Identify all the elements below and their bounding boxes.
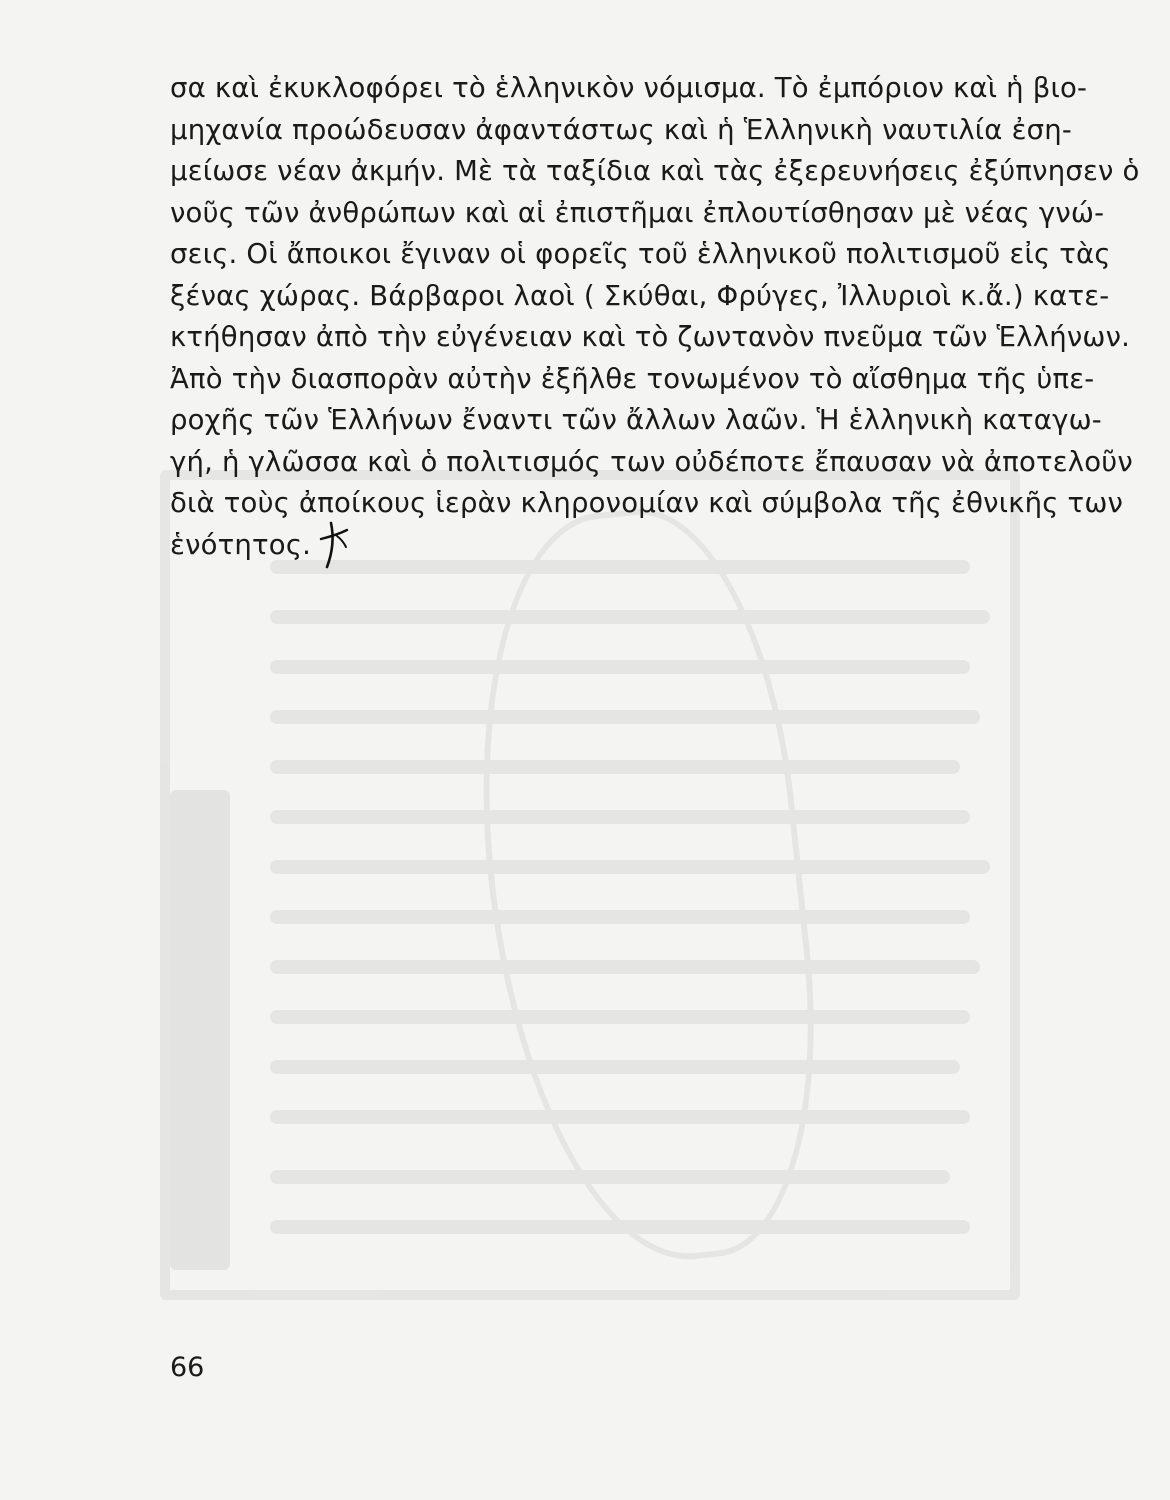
text-line: μηχανία προώδευσαν ἀφαντάστως καὶ ἡ Ἑλληνικὴ ναυτιλία ἐση- <box>170 113 1073 146</box>
text-line: ξένας χώρας. Βάρβαροι λαοὶ ( Σκύθαι, Φρύγες, Ἰλλυριοὶ κ.ἄ.) κατε- <box>170 279 1110 312</box>
text-line: κτήθησαν ἀπὸ τὴν εὐγένειαν καὶ τὸ ζωντανὸν πνεῦμα τῶν Ἑλλήνων. <box>170 321 1131 353</box>
text-line: σεις. Οἱ ἄποικοι ἔγιναν οἱ φορεῖς τοῦ ἑλληνικοῦ πολιτισμοῦ εἰς τὰς <box>170 238 1111 270</box>
text-line: σα καὶ ἐκυκλοφόρει τὸ ἑλληνικὸν νόμισμα. Τὸ ἐμπόριον καὶ ἡ βιο- <box>170 72 1088 104</box>
text-line: μείωσε νέαν ἀκμήν. Μὲ τὰ ταξίδια καὶ τὰς ἐξερευνήσεις ἐξύπνησεν ὁ <box>170 155 1140 187</box>
text-line: Ἀπὸ τὴν διασπορὰν αὐτὴν ἐξῆλθε τονωμένον τὸ αἴσθημα τῆς ὑπε- <box>170 362 1095 395</box>
text-line: διὰ τοὺς ἀποίκους ἱερὰν κληρονομίαν καὶ σύμβολα τῆς ἐθνικῆς των <box>170 487 1124 519</box>
handwritten-end-mark-icon <box>317 517 351 573</box>
reverse-side-show-through <box>160 470 1124 1300</box>
text-line: γή, ἡ γλῶσσα καὶ ὁ πολιτισμός των οὐδέποτε ἔπαυσαν νὰ ἀποτελοῦν <box>170 445 1133 478</box>
body-paragraph <box>170 68 1140 566</box>
last-row <box>170 525 1020 567</box>
page-number: 66 <box>170 1352 205 1383</box>
text-line-last: ἑνότητος. <box>170 528 312 561</box>
text-line: ροχῆς τῶν Ἑλλήνων ἔναντι τῶν ἄλλων λαῶν. Ἡ ἑλληνικὴ καταγω- <box>170 404 1102 436</box>
text-line: νοῦς τῶν ἀνθρώπων καὶ αἱ ἐπιστῆμαι ἐπλουτίσθησαν μὲ νέας γνώ- <box>170 196 1105 229</box>
